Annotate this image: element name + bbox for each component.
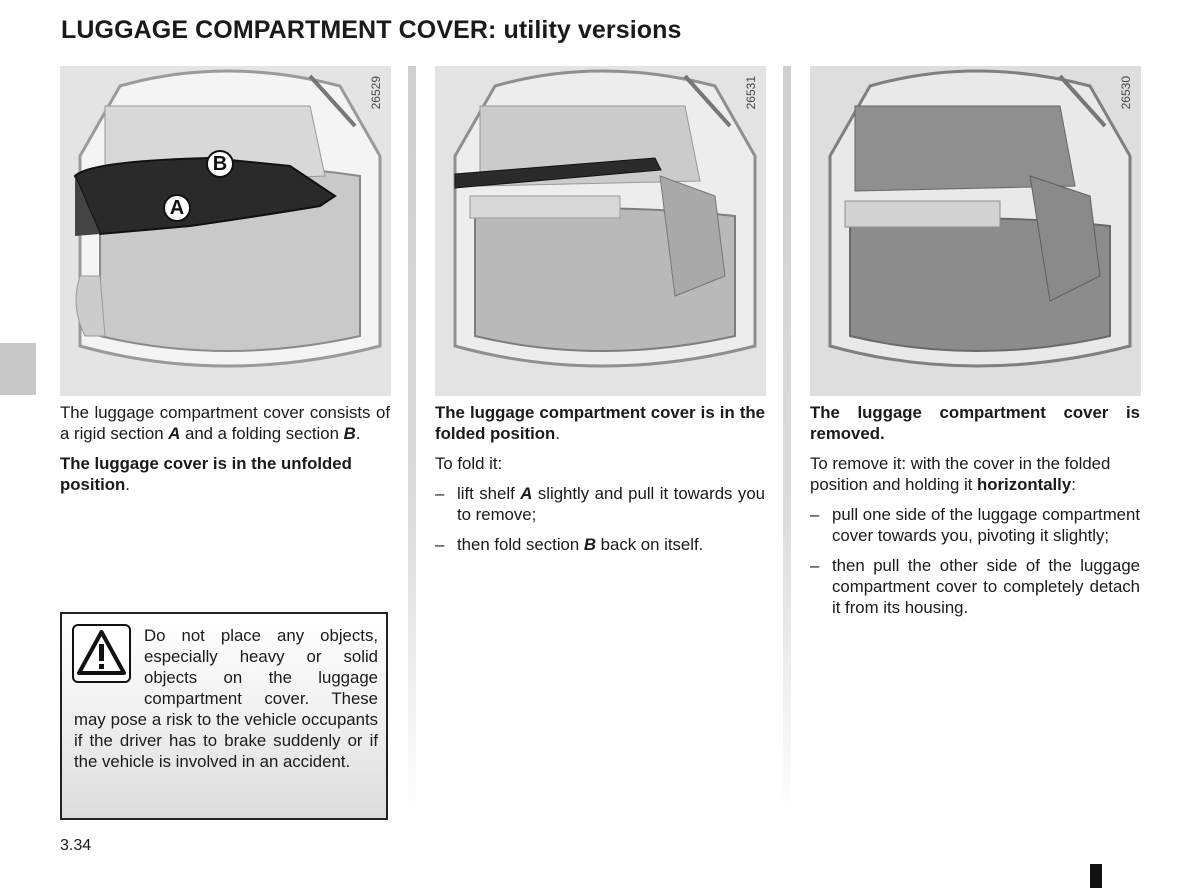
text: : (1071, 475, 1076, 494)
warning-box (60, 612, 388, 820)
list-item (435, 534, 765, 555)
text: and a folding section (180, 424, 344, 443)
column-divider (408, 66, 416, 818)
column-2-text (435, 402, 765, 564)
paragraph (810, 402, 1140, 444)
paragraph (60, 453, 390, 495)
figure-cover-folded (435, 66, 766, 396)
callout-b: B (206, 150, 234, 178)
text: then pull the other side of the luggage compartment cover to completely detach it from its housing. (832, 556, 1140, 617)
figure-cover-removed (810, 66, 1141, 396)
bold-text: horizontally (977, 475, 1072, 494)
text: . (125, 475, 130, 494)
steps-list (810, 504, 1140, 618)
dash: – (810, 505, 820, 524)
text: then fold section (457, 535, 584, 554)
text: pull one side of the luggage compartment cover towards you, pivoting it slightly; (832, 505, 1140, 545)
label-a: A (520, 484, 533, 503)
text: lift shelf (457, 484, 521, 503)
corner-mark (1090, 864, 1102, 888)
page-title: LUGGAGE COMPARTMENT COVER: utility versions (61, 16, 682, 44)
paragraph (435, 402, 765, 444)
figure-number: 26529 (369, 76, 383, 110)
text: The luggage compartment cover consists of a rigid section (60, 403, 390, 443)
bold-text: The luggage compartment cover is in the folded position (435, 403, 765, 443)
text: To remove it: with the cover in the folded position and holding it (810, 454, 1111, 494)
bold-text: The luggage cover is in the unfolded position (60, 454, 352, 494)
column-divider (783, 66, 791, 818)
dash: – (810, 556, 820, 575)
list-item (810, 504, 1140, 546)
figure-number: 26530 (1119, 76, 1133, 110)
text: Do not place any objects, especially heavy or solid objects on the luggage compartment cover. These may pose a risk to the vehicle occupants if the driver has to brake suddenly or if the vehicle is involved in an accident. (74, 626, 378, 771)
text: slightly and pull it towards you to remove; (457, 484, 765, 524)
page-number: 3.34 (60, 837, 92, 854)
label-b: B (343, 424, 356, 443)
column-3-text (810, 402, 1140, 627)
figure-cover-unfolded (60, 66, 391, 396)
list-item (810, 555, 1140, 618)
label-a: A (168, 424, 181, 443)
paragraph (60, 402, 390, 444)
figure-number: 26531 (744, 76, 758, 110)
paragraph (810, 453, 1140, 495)
chapter-side-tab (0, 343, 36, 395)
column-1-text (60, 402, 390, 504)
bold-text: The luggage compartment cover is removed. (810, 403, 1140, 443)
warning-text (74, 625, 378, 772)
text: . (555, 424, 560, 443)
steps-list (435, 483, 765, 555)
dash: – (435, 535, 445, 554)
paragraph: To fold it: (435, 454, 503, 473)
callout-a: A (163, 194, 191, 222)
text: . (355, 424, 361, 443)
dash: – (435, 484, 445, 503)
list-item (435, 483, 765, 525)
label-b: B (583, 535, 597, 554)
text: back on itself. (596, 535, 704, 554)
